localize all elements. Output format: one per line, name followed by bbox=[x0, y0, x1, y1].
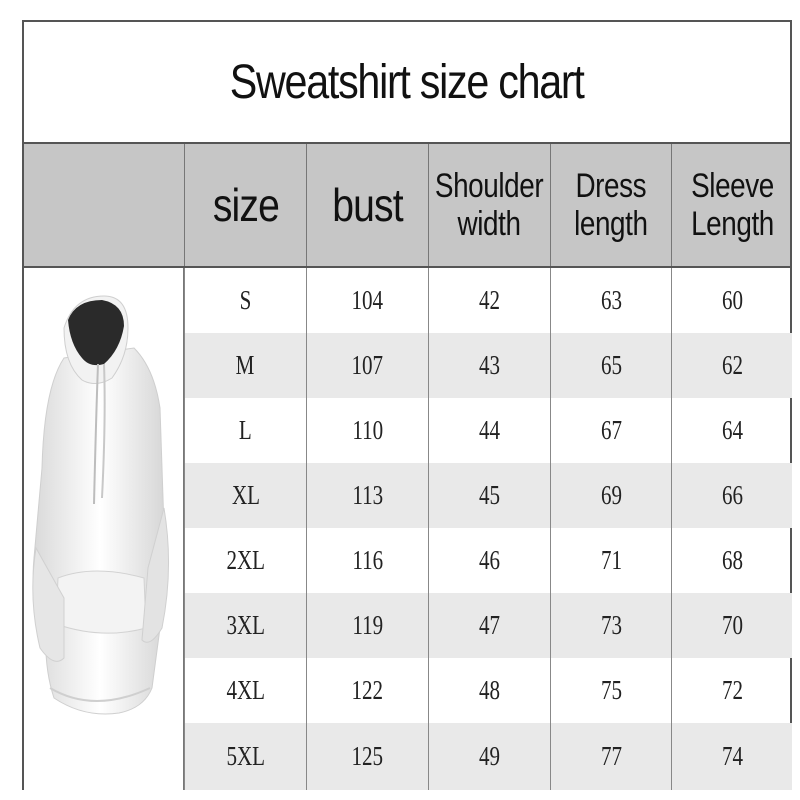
cell-sleeve-value: 62 bbox=[721, 350, 743, 380]
cell-bust-value: 104 bbox=[351, 285, 384, 315]
cell-size-value: 5XL bbox=[226, 741, 265, 771]
cell-bust-value: 110 bbox=[352, 415, 383, 445]
cell-sleeve-value: 66 bbox=[721, 480, 743, 510]
cell-bust bbox=[306, 463, 428, 528]
header-size-label: size bbox=[212, 179, 279, 231]
cell-size bbox=[184, 593, 306, 658]
header-row bbox=[24, 144, 790, 268]
hoodie-image-cell bbox=[24, 268, 184, 790]
cell-size-value: 3XL bbox=[226, 610, 265, 640]
table-row bbox=[184, 333, 792, 398]
cell-dress-value: 75 bbox=[600, 675, 622, 705]
cell-dress-value: 65 bbox=[600, 350, 622, 380]
cell-size-value: XL bbox=[231, 480, 260, 510]
cell-size bbox=[184, 723, 306, 790]
cell-sleeve bbox=[671, 268, 792, 333]
header-sleeve-length bbox=[671, 144, 792, 266]
cell-dress-value: 63 bbox=[600, 285, 622, 315]
cell-sleeve-value: 74 bbox=[721, 741, 743, 771]
cell-bust bbox=[306, 398, 428, 463]
cell-size-value: M bbox=[236, 350, 255, 380]
cell-sleeve bbox=[671, 463, 792, 528]
cell-sleeve-value: 68 bbox=[721, 545, 743, 575]
title-row bbox=[24, 22, 790, 144]
cell-bust-value: 125 bbox=[351, 741, 384, 771]
cell-dress-value: 67 bbox=[600, 415, 622, 445]
cell-dress bbox=[550, 723, 671, 790]
chart-title: Sweatshirt size chart bbox=[230, 55, 584, 109]
cell-size-value: L bbox=[239, 415, 252, 445]
cell-dress-value: 77 bbox=[600, 741, 622, 771]
cell-sleeve bbox=[671, 593, 792, 658]
cell-shoulder-value: 44 bbox=[478, 415, 501, 445]
table-row bbox=[184, 463, 792, 528]
header-dress-length-label bbox=[574, 167, 648, 243]
cell-sleeve-value: 70 bbox=[721, 610, 743, 640]
cell-sleeve bbox=[671, 528, 792, 593]
cell-size bbox=[184, 268, 306, 333]
cell-sleeve-value: 72 bbox=[721, 675, 743, 705]
cell-size bbox=[184, 658, 306, 723]
cell-bust bbox=[306, 333, 428, 398]
cell-shoulder-value: 43 bbox=[478, 350, 501, 380]
cell-bust-value: 119 bbox=[352, 610, 383, 640]
table-row bbox=[184, 593, 792, 658]
cell-dress bbox=[550, 528, 671, 593]
cell-shoulder bbox=[428, 398, 550, 463]
size-chart-table bbox=[22, 20, 792, 790]
table-row bbox=[184, 398, 792, 463]
header-shoulder-line1: Shoulder bbox=[435, 167, 544, 205]
cell-shoulder bbox=[428, 333, 550, 398]
header-bust bbox=[306, 144, 428, 266]
cell-bust bbox=[306, 658, 428, 723]
cell-bust bbox=[306, 593, 428, 658]
cell-dress-value: 71 bbox=[600, 545, 622, 575]
cell-sleeve bbox=[671, 658, 792, 723]
table-body bbox=[24, 268, 790, 790]
cell-dress bbox=[550, 268, 671, 333]
cell-sleeve bbox=[671, 333, 792, 398]
table-row bbox=[184, 723, 792, 790]
cell-shoulder bbox=[428, 268, 550, 333]
cell-sleeve bbox=[671, 723, 792, 790]
hoodie-icon bbox=[24, 268, 184, 790]
cell-sleeve-value: 64 bbox=[721, 415, 743, 445]
cell-shoulder bbox=[428, 593, 550, 658]
cell-shoulder-value: 48 bbox=[478, 675, 501, 705]
cell-shoulder-value: 42 bbox=[478, 285, 501, 315]
cell-size bbox=[184, 528, 306, 593]
cell-shoulder-value: 47 bbox=[478, 610, 501, 640]
cell-dress bbox=[550, 593, 671, 658]
cell-shoulder bbox=[428, 658, 550, 723]
cell-dress-value: 73 bbox=[600, 610, 622, 640]
table-row bbox=[184, 658, 792, 723]
cell-shoulder bbox=[428, 528, 550, 593]
header-bust-label: bust bbox=[332, 179, 403, 231]
cell-size-value: 4XL bbox=[226, 675, 265, 705]
cell-size bbox=[184, 333, 306, 398]
cell-dress bbox=[550, 398, 671, 463]
cell-bust-value: 122 bbox=[351, 675, 384, 705]
cell-sleeve-value: 60 bbox=[721, 285, 743, 315]
header-shoulder-width-label bbox=[435, 167, 543, 243]
header-sleeve-line2: Length bbox=[690, 205, 774, 243]
cell-dress bbox=[550, 463, 671, 528]
cell-bust bbox=[306, 723, 428, 790]
cell-size-value: S bbox=[239, 285, 252, 315]
header-shoulder-line2: width bbox=[457, 205, 522, 243]
header-sleeve-length-label bbox=[691, 167, 774, 243]
cell-bust-value: 113 bbox=[352, 480, 383, 510]
cell-shoulder-value: 46 bbox=[478, 545, 501, 575]
cell-dress bbox=[550, 333, 671, 398]
cell-dress-value: 69 bbox=[600, 480, 622, 510]
header-dress-line1: Dress bbox=[575, 167, 647, 205]
cell-shoulder bbox=[428, 463, 550, 528]
table-row bbox=[184, 528, 792, 593]
cell-bust bbox=[306, 268, 428, 333]
header-dress-line2: length bbox=[574, 205, 648, 243]
header-blank-cell bbox=[24, 144, 184, 266]
cell-size bbox=[184, 398, 306, 463]
cell-bust bbox=[306, 528, 428, 593]
cell-size bbox=[184, 463, 306, 528]
header-size bbox=[184, 144, 306, 266]
header-sleeve-line1: Sleeve bbox=[690, 167, 774, 205]
cell-bust-value: 107 bbox=[351, 350, 384, 380]
cell-size-value: 2XL bbox=[226, 545, 265, 575]
cell-bust-value: 116 bbox=[352, 545, 383, 575]
cell-shoulder bbox=[428, 723, 550, 790]
cell-shoulder-value: 49 bbox=[478, 741, 501, 771]
cell-shoulder-value: 45 bbox=[478, 480, 501, 510]
header-shoulder-width bbox=[428, 144, 550, 266]
table-row bbox=[184, 268, 792, 333]
cell-dress bbox=[550, 658, 671, 723]
header-dress-length bbox=[550, 144, 671, 266]
cell-sleeve bbox=[671, 398, 792, 463]
